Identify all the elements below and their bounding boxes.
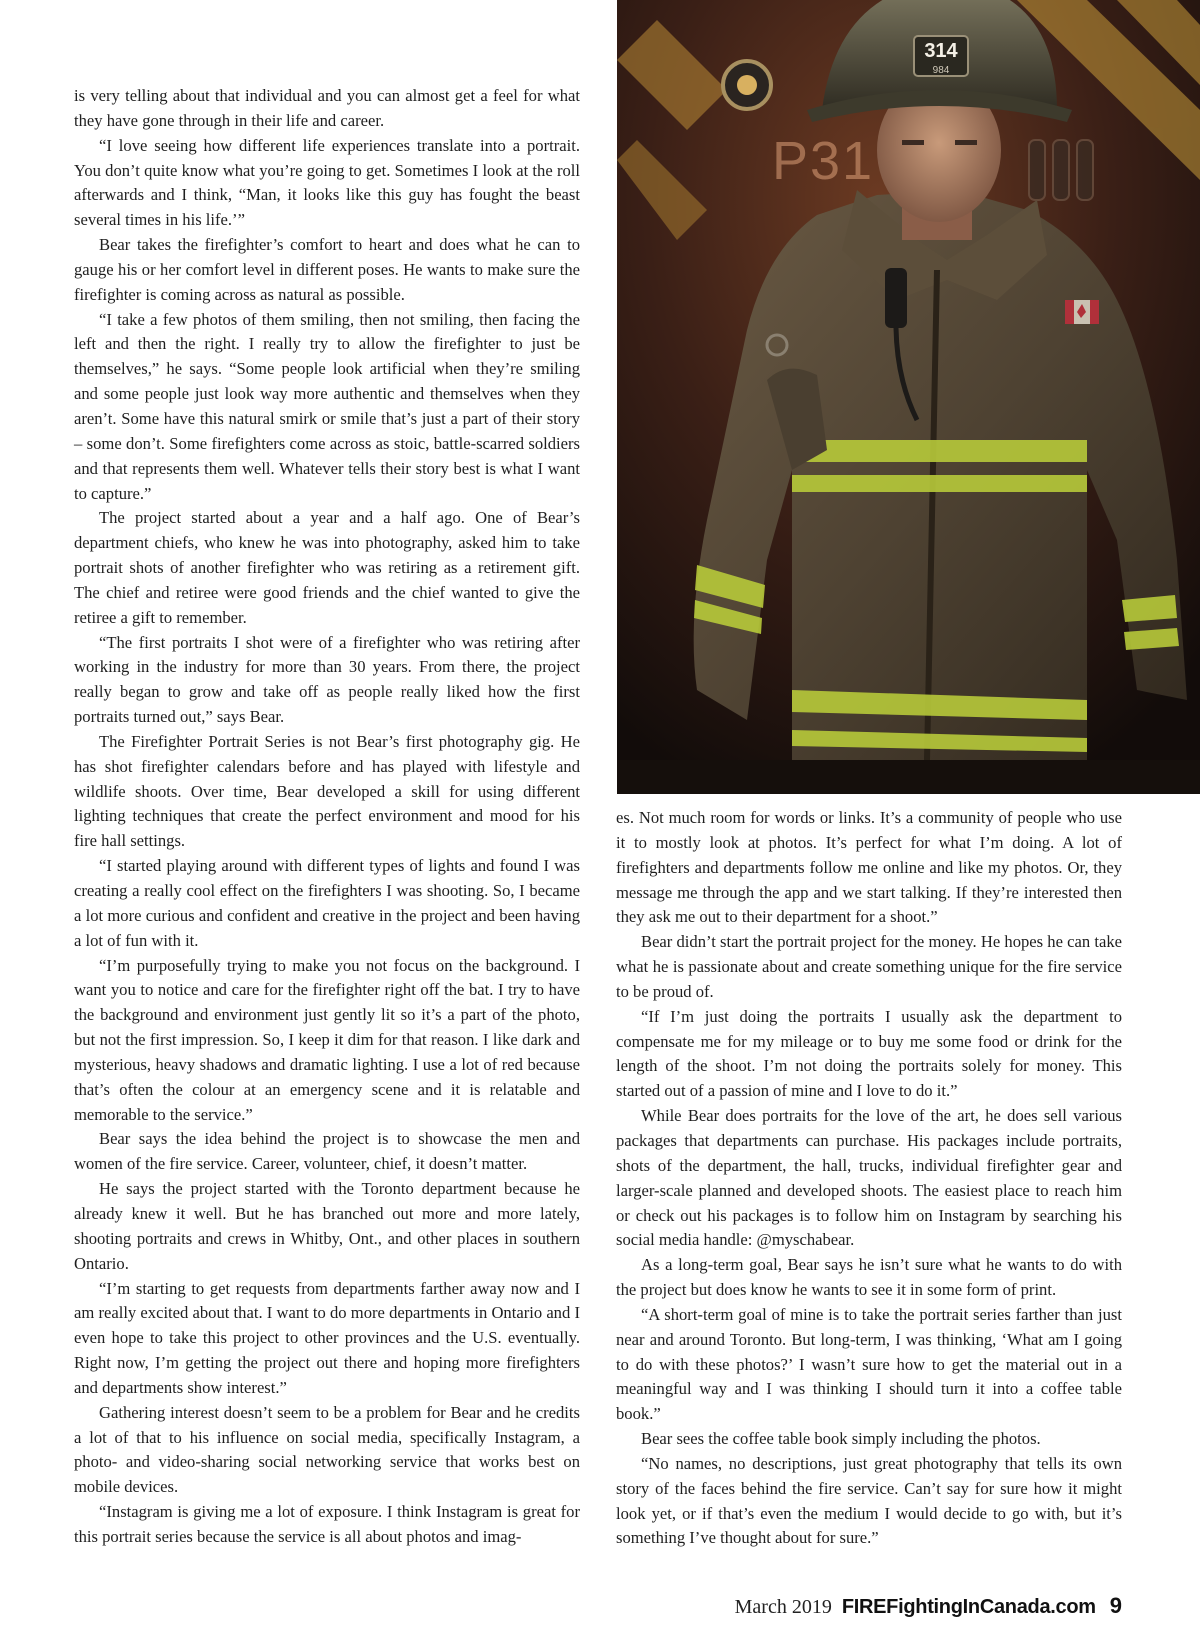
helmet-number: 314 (924, 40, 958, 62)
paragraph: Bear didn’t start the portrait project for the money. He hopes he can take what he is passionate about and create something unique for the fire service to be proud of. (616, 932, 1122, 1001)
helmet-sub-number: 984 (932, 65, 950, 76)
paragraph: While Bear does portraits for the love of the art, he does sell various packages that departments can purchase. His packages include portraits, shots of the department, the hall, trucks, individual firefighter gear and larger-scale planned and developed shoots. The easiest place to reach him or check out his packages is to follow him on Instagram by searching his social media handle: @myschabear. (616, 1106, 1122, 1250)
paragraph: Bear sees the coffee table book simply including the photos. (641, 1429, 1041, 1449)
paragraph: He says the project started with the Toronto department because he already knew it well. But he has branched out more and more lately, shooting portraits and crews in Whitby, Ont., and other places in southern Ontario. (74, 1179, 580, 1273)
radio-mic-icon (885, 268, 907, 328)
right-text-column (616, 806, 1122, 1551)
paragraph: As a long-term goal, Bear says he isn’t sure what he wants to do with the project but does know he wants to see it in some form of print. (616, 1255, 1122, 1300)
truck-marking: P31 (772, 131, 875, 191)
firefighter-portrait-photo (617, 0, 1200, 794)
paragraph: “I’m starting to get requests from departments farther away now and I am really excited about that. I want to do more departments in Ontario and I even hope to take this project to other provinces and the U.S. eventually. Right now, I’m getting the project out there and hoping more firefighters and departments show interest.” (74, 1278, 580, 1397)
page-number: 9 (1109, 1593, 1122, 1618)
paragraph: “I started playing around with different types of lights and found I was creating a really cool effect on the firefighters I was shooting. So, I became a lot more curious and confident and creative in the project and been having a lot of fun with it. (74, 856, 580, 950)
paragraph: “Instagram is giving me a lot of exposure. I think Instagram is great for this portrait series because the service is all about photos and imag- (74, 1502, 580, 1546)
photo-illustration (617, 0, 1200, 794)
left-text-column (74, 84, 580, 1550)
paragraph: The Firefighter Portrait Series is not Bear’s first photography gig. He has shot firefighter calendars before and has played with lifestyle and wildlife shoots. Over time, Bear developed a skill for using different lighting techniques that create the perfect environment and mood for his fire hall settings. (74, 731, 580, 851)
paragraph: Bear takes the firefighter’s comfort to heart and does what he can to gauge his or her comfort level in different poses. He wants to make sure the firefighter is coming across as natural as possible. (74, 235, 580, 304)
paragraph: “The first portraits I shot were of a firefighter who was retiring after working in the industry for more than 30 years. From there, the project really began to grow and take off as people really liked how the first portraits turned out,” says Bear. (74, 632, 580, 727)
magazine-website-link[interactable]: FIREFightingInCanada.com (841, 1596, 1096, 1618)
paragraph: “I take a few photos of them smiling, then not smiling, then facing the left and then the right. I really try to allow the firefighter to just be themselves,” he says. “Some people look artificial when they’re smiling and some people just look way more authentic and themselves when they aren’t. Some have this natural smirk or smile that’s just a part of their story – some don’t. Some firefighters come across as stoic, battle-scarred soldiers and that represents them well. Whatever tells their story best is what I want to capture.” (74, 309, 580, 503)
page-footer (735, 1593, 1122, 1623)
paragraph: Gathering interest doesn’t seem to be a problem for Bear and he credits a lot of that to his influence on social media, specifically Instagram, a photo- and video-sharing social networking service that works best on mobile devices. (74, 1402, 580, 1497)
paragraph: es. Not much room for words or links. It’s a community of people who use it to mostly look at photos. It’s perfect for what I’m doing. A lot of firefighters and departments follow me online and like my photos. Or, they message me through the app and we start talking. If they’re interested then they ask me out to their department for a shoot.” (616, 808, 1122, 927)
paragraph: “I love seeing how different life experiences translate into a portrait. You don’t quite know what you’re going to get. Sometimes I look at the roll afterwards and I think, “Man, it looks like this guy has fought the beast several times in his life.’” (74, 135, 580, 230)
paragraph: The project started about a year and a half ago. One of Bear’s department chiefs, who knew he was into photography, asked him to take portrait shots of another firefighter who was retiring as a retirement gift. The chief and retiree were good friends and the chief wanted to give the retiree a gift to remember. (74, 508, 580, 627)
canada-flag-patch-icon (1065, 300, 1099, 324)
paragraph: “I’m purposefully trying to make you not focus on the background. I want you to notice and care for the firefighter right off the bat. I try to have the background and environment just gently lit so it’s a part of the photo, but not the first impression. So, I keep it dim for that reason. I like dark and mysterious, heavy shadows and dramatic lighting. I use a lot of red because that’s often the colour at an emergency scene and it is relatable and memorable to the service.” (74, 955, 580, 1124)
paragraph: “No names, no descriptions, just great photography that tells its own story of the faces behind the fire service. Can’t say for sure how it might look yet, or if that’s even the medium I would decide to go with, but it’s something I’ve thought about for sure.” (616, 1453, 1122, 1548)
issue-date: March 2019 (734, 1596, 832, 1618)
paragraph: Bear says the idea behind the project is to showcase the men and women of the fire service. Career, volunteer, chief, it doesn’t matter. (74, 1129, 580, 1174)
paragraph: “If I’m just doing the portraits I usually ask the department to compensate me for my mileage or to buy me some food or drink for the length of the shoot. I’m not doing the portraits solely for money. This started out of a passion of mine and I love to do it.” (616, 1006, 1122, 1101)
paragraph: is very telling about that individual and you can almost get a feel for what they have gone through in their life and career. (74, 86, 580, 130)
paragraph: “A short-term goal of mine is to take the portrait series farther than just near and around Toronto. But long-term, I was thinking, ‘What am I going to do with these photos?’ I wasn’t sure how to get the material out in a meaningful way and I was thinking I should turn it into a coffee table book.” (616, 1304, 1122, 1424)
